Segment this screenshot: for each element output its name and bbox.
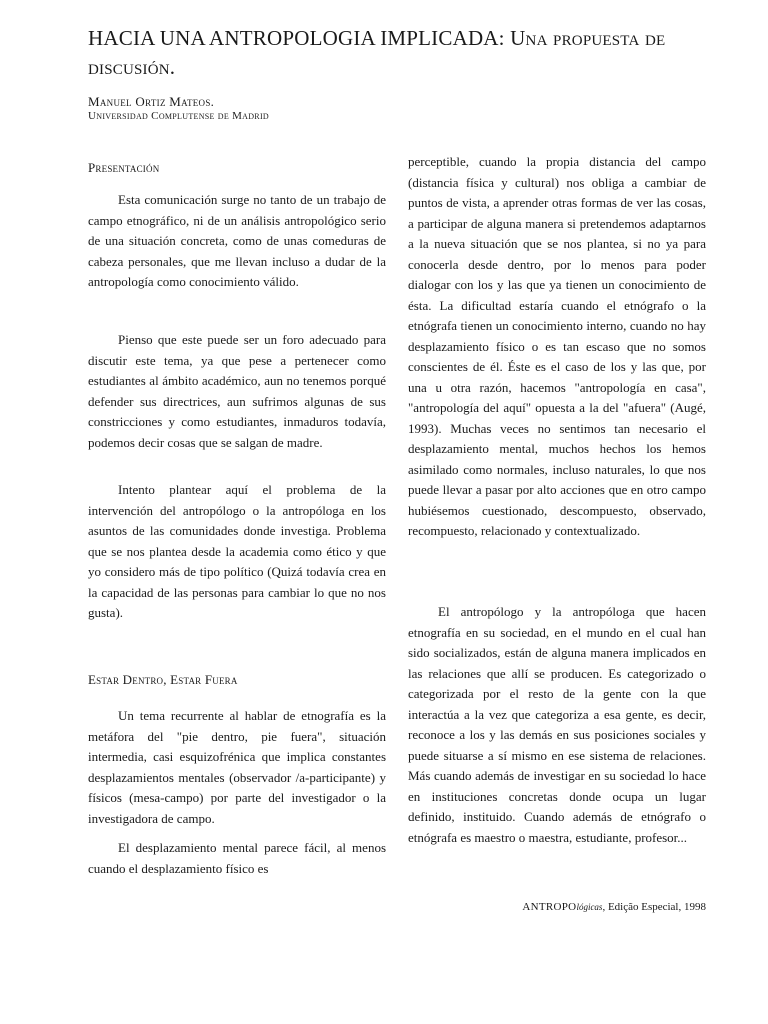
paper-title xyxy=(88,24,728,82)
section-heading-estar-dentro: Estar Dentro, Estar Fuera xyxy=(88,672,238,687)
paragraph: Un tema recurrente al hablar de etnografía es la metáfora del "pie dentro, pie fuera", situación intermedia, casi esquizofrénica que implica constantes desplazamientos mentales (observador /a-participante) y físicos (mesa-campo) por parte del investigador o la investigadora de campo. xyxy=(88,708,386,826)
title-main: HACIA UNA ANTROPOLOGIA IMPLICADA: xyxy=(88,26,505,50)
paragraph: Esta comunicación surge no tanto de un trabajo de campo etnográfico, ni de un análisis antropológico serio de una situación concreta, como de unas comeduras de cabeza personales, que me llevan incluso a dudar de la antropología como conocimiento válido. xyxy=(88,192,386,289)
journal-brand: ANTROPO xyxy=(522,901,577,913)
journal-edition: , Edição Especial, 1998 xyxy=(602,901,706,913)
paragraph: Intento plantear aquí el problema de la intervención del antropólogo o la antropóloga en los asuntos de las comunidades donde investiga. Problema que se nos plantea desde la academia como ético y que yo considero más de tipo político (Quizá todavía crea en la capacidad de las personas para cambiar lo que no nos gusta). xyxy=(88,482,386,620)
journal-brand-suffix: lógicas xyxy=(576,902,603,912)
author-affiliation: Universidad Complutense de Madrid xyxy=(88,110,269,122)
section-heading-presentacion: Presentación xyxy=(88,160,160,175)
paragraph: El antropólogo y la antropóloga que hacen etnografía en su sociedad, en el mundo en el cual han sido socializados, están de alguna manera implicados en las relaciones que allí se producen. Es categorizado o categorizada por el resto de la gente con la que interactúa a la vez que categoriza a esa gente, es decir, reconoce a los y las demás en sus posiciones sociales y puede situarse a sí mismo en ese sistema de relaciones. Más cuando además de investigar en su sociedad lo hace en instituciones concretas donde ocupa un lugar definido, instituido. Cuando además de etnógrafo o etnógrafa es maestro o maestra, estudiante, profesor... xyxy=(408,604,706,845)
journal-footer xyxy=(522,901,706,913)
author-name: Manuel Ortiz Mateos. xyxy=(88,94,215,109)
title-subtitle: Una propuesta de discusión. xyxy=(88,26,666,79)
paragraph: El desplazamiento mental parece fácil, al menos cuando el desplazamiento físico es xyxy=(88,840,386,876)
paragraph: Pienso que este puede ser un foro adecuado para discutir este tema, ya que pese a pertenecer como estudiantes al ámbito académico, aun no tenemos porqué defender sus directrices, aun sufrimos algunas de sus constricciones y como estudiantes, inmaduros todavía, podemos decir cosas que se salgan de madre. xyxy=(88,332,386,450)
paragraph: perceptible, cuando la propia distancia del campo (distancia física y cultural) nos obliga a cambiar de puntos de vista, a aprender otras formas de ver las cosas, a participar de alguna manera si pretendemos adaptarnos a la nueva situación que se nos plantea, si no ya para conocerla desde dentro, por lo menos para poder dialogar con los y las que ya tienen un conocimiento de ésta. La dificultad estaría cuando el etnógrafo o la etnógrafa tienen un conocimiento interno, cuando no hay desplazamiento físico o es tan escaso que no somos conscientes de él. Éste es el caso de los y las que, por una u otra razón, hacemos "antropología en casa", "antropología del aquí" opuesta a la del "afuera" (Augé, 1993). Muchas veces no sentimos tan necesario el desplazamiento mental, muchos hechos los hemos asimilado como normales, incluso naturales, lo que nos puede llevar a pasar por alto acciones que en otro campo hubiésemos cuestionado, descompuesto, observado, recompuesto, relacionado y contextualizado. xyxy=(408,154,706,538)
